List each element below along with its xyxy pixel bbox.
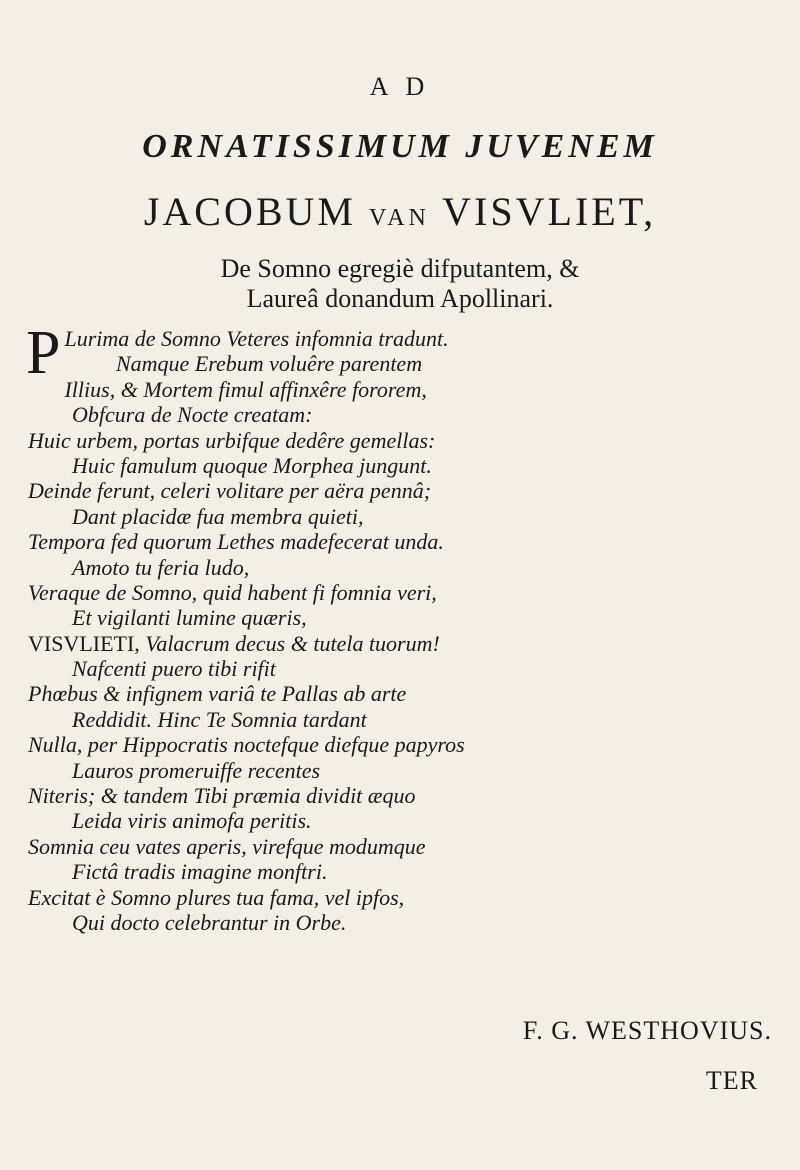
name-last: VISVLIET, bbox=[442, 189, 657, 234]
poem-line-text: Niteris; & tandem Tibi præmia dividit æquo bbox=[28, 783, 416, 809]
poem-line-text: Huic urbem, portas urbifque dedêre gemellas: bbox=[28, 427, 436, 453]
poem-line-text: Reddidit. Hinc Te Somnia tardant bbox=[72, 706, 367, 732]
poem-line-7 bbox=[28, 478, 768, 503]
poem-line-14 bbox=[28, 656, 768, 681]
poem-line-text: Nafcenti puero tibi rifit bbox=[72, 656, 276, 682]
poem-line-text: Amoto tu feria ludo, bbox=[72, 554, 250, 580]
poem-line-21 bbox=[28, 834, 768, 859]
poem-line-9 bbox=[28, 529, 768, 554]
poem-line-20 bbox=[28, 808, 768, 833]
poem-line-24 bbox=[28, 910, 768, 935]
name-van: VAN bbox=[368, 205, 430, 231]
poem-line-text: Somnia ceu vates aperis, virefque modumque bbox=[28, 833, 426, 859]
poem-line-text: Fictâ tradis imagine monftri. bbox=[72, 859, 328, 885]
poem-line-text: Et vigilanti lumine quæris, bbox=[72, 605, 307, 631]
heading-ad: A D bbox=[369, 72, 431, 101]
dedication bbox=[0, 254, 800, 314]
poem-line-17 bbox=[28, 732, 768, 757]
poem-line-text: Huic famulum quoque Morphea jungunt. bbox=[72, 452, 432, 478]
poem-line-10 bbox=[28, 555, 768, 580]
poem-line-text: Tempora fed quorum Lethes madefecerat unda. bbox=[28, 529, 444, 555]
poem-line-text: Phœbus & infignem variâ te Pallas ab arte bbox=[28, 681, 407, 707]
dedicatee-name bbox=[0, 188, 800, 235]
poem-line-text: Valacrum decus & tutela tuorum! bbox=[145, 630, 440, 656]
poem-line-text: Illius, & Mortem fimul affinxêre fororem, bbox=[64, 376, 427, 402]
poem-line-text: Excitat è Somno plures tua fama, vel ipfos, bbox=[28, 884, 405, 910]
poem-line-16 bbox=[28, 707, 768, 732]
poem-line-6 bbox=[28, 453, 768, 478]
poem-line-5 bbox=[28, 428, 768, 453]
poem-line-18 bbox=[28, 758, 768, 783]
poem-line-text: Nulla, per Hippocratis noctefque diefque papyros bbox=[28, 732, 465, 758]
poem-line-text: Dant placidæ fua membra quieti, bbox=[72, 503, 364, 529]
poem-line-2 bbox=[28, 351, 768, 376]
poem-line-text: Namque Erebum voluêre parentem bbox=[116, 351, 423, 377]
poem-line-23 bbox=[28, 885, 768, 910]
dedication-line-2: Laureâ donandum Apollinari. bbox=[246, 284, 554, 313]
poem-line-text: Veraque de Somno, quid habent fi fomnia veri, bbox=[28, 579, 437, 605]
poem-line-12 bbox=[28, 605, 768, 630]
poem-line-text: Obfcura de Nocte creatam: bbox=[72, 402, 313, 428]
poem-line-text: Qui docto celebrantur in Orbe. bbox=[72, 909, 347, 935]
dedication-line-1: De Somno egregiè difputantem, & bbox=[220, 254, 580, 283]
poem-line-11 bbox=[28, 580, 768, 605]
poem-line-text: Deinde ferunt, celeri volitare per aëra pennâ; bbox=[28, 478, 432, 504]
poem-line-3 bbox=[28, 377, 768, 402]
poem-line-4 bbox=[28, 402, 768, 427]
signature: F. G. WESTHOVIUS. bbox=[522, 1016, 772, 1045]
poem-line-text: Lurima de Somno Veteres infomnia tradunt. bbox=[64, 326, 449, 351]
poem-line-19 bbox=[28, 783, 768, 808]
poem-line-text: Lauros promeruiffe recentes bbox=[72, 757, 321, 783]
name-first: JACOBUM bbox=[143, 189, 356, 234]
poem bbox=[26, 319, 768, 935]
dedicatee-title: ORNATISSIMUM JUVENEM bbox=[142, 128, 658, 165]
poem-line-prefix: VISVLIETI, bbox=[28, 630, 140, 656]
poem-line-13 bbox=[28, 631, 768, 656]
poem-line-text: Leida viris animofa peritis. bbox=[72, 808, 312, 834]
drop-cap: P bbox=[26, 319, 61, 387]
poem-line-22 bbox=[28, 859, 768, 884]
poem-line-8 bbox=[28, 504, 768, 529]
poem-line-15 bbox=[28, 681, 768, 706]
catchword: TER bbox=[705, 1066, 758, 1095]
